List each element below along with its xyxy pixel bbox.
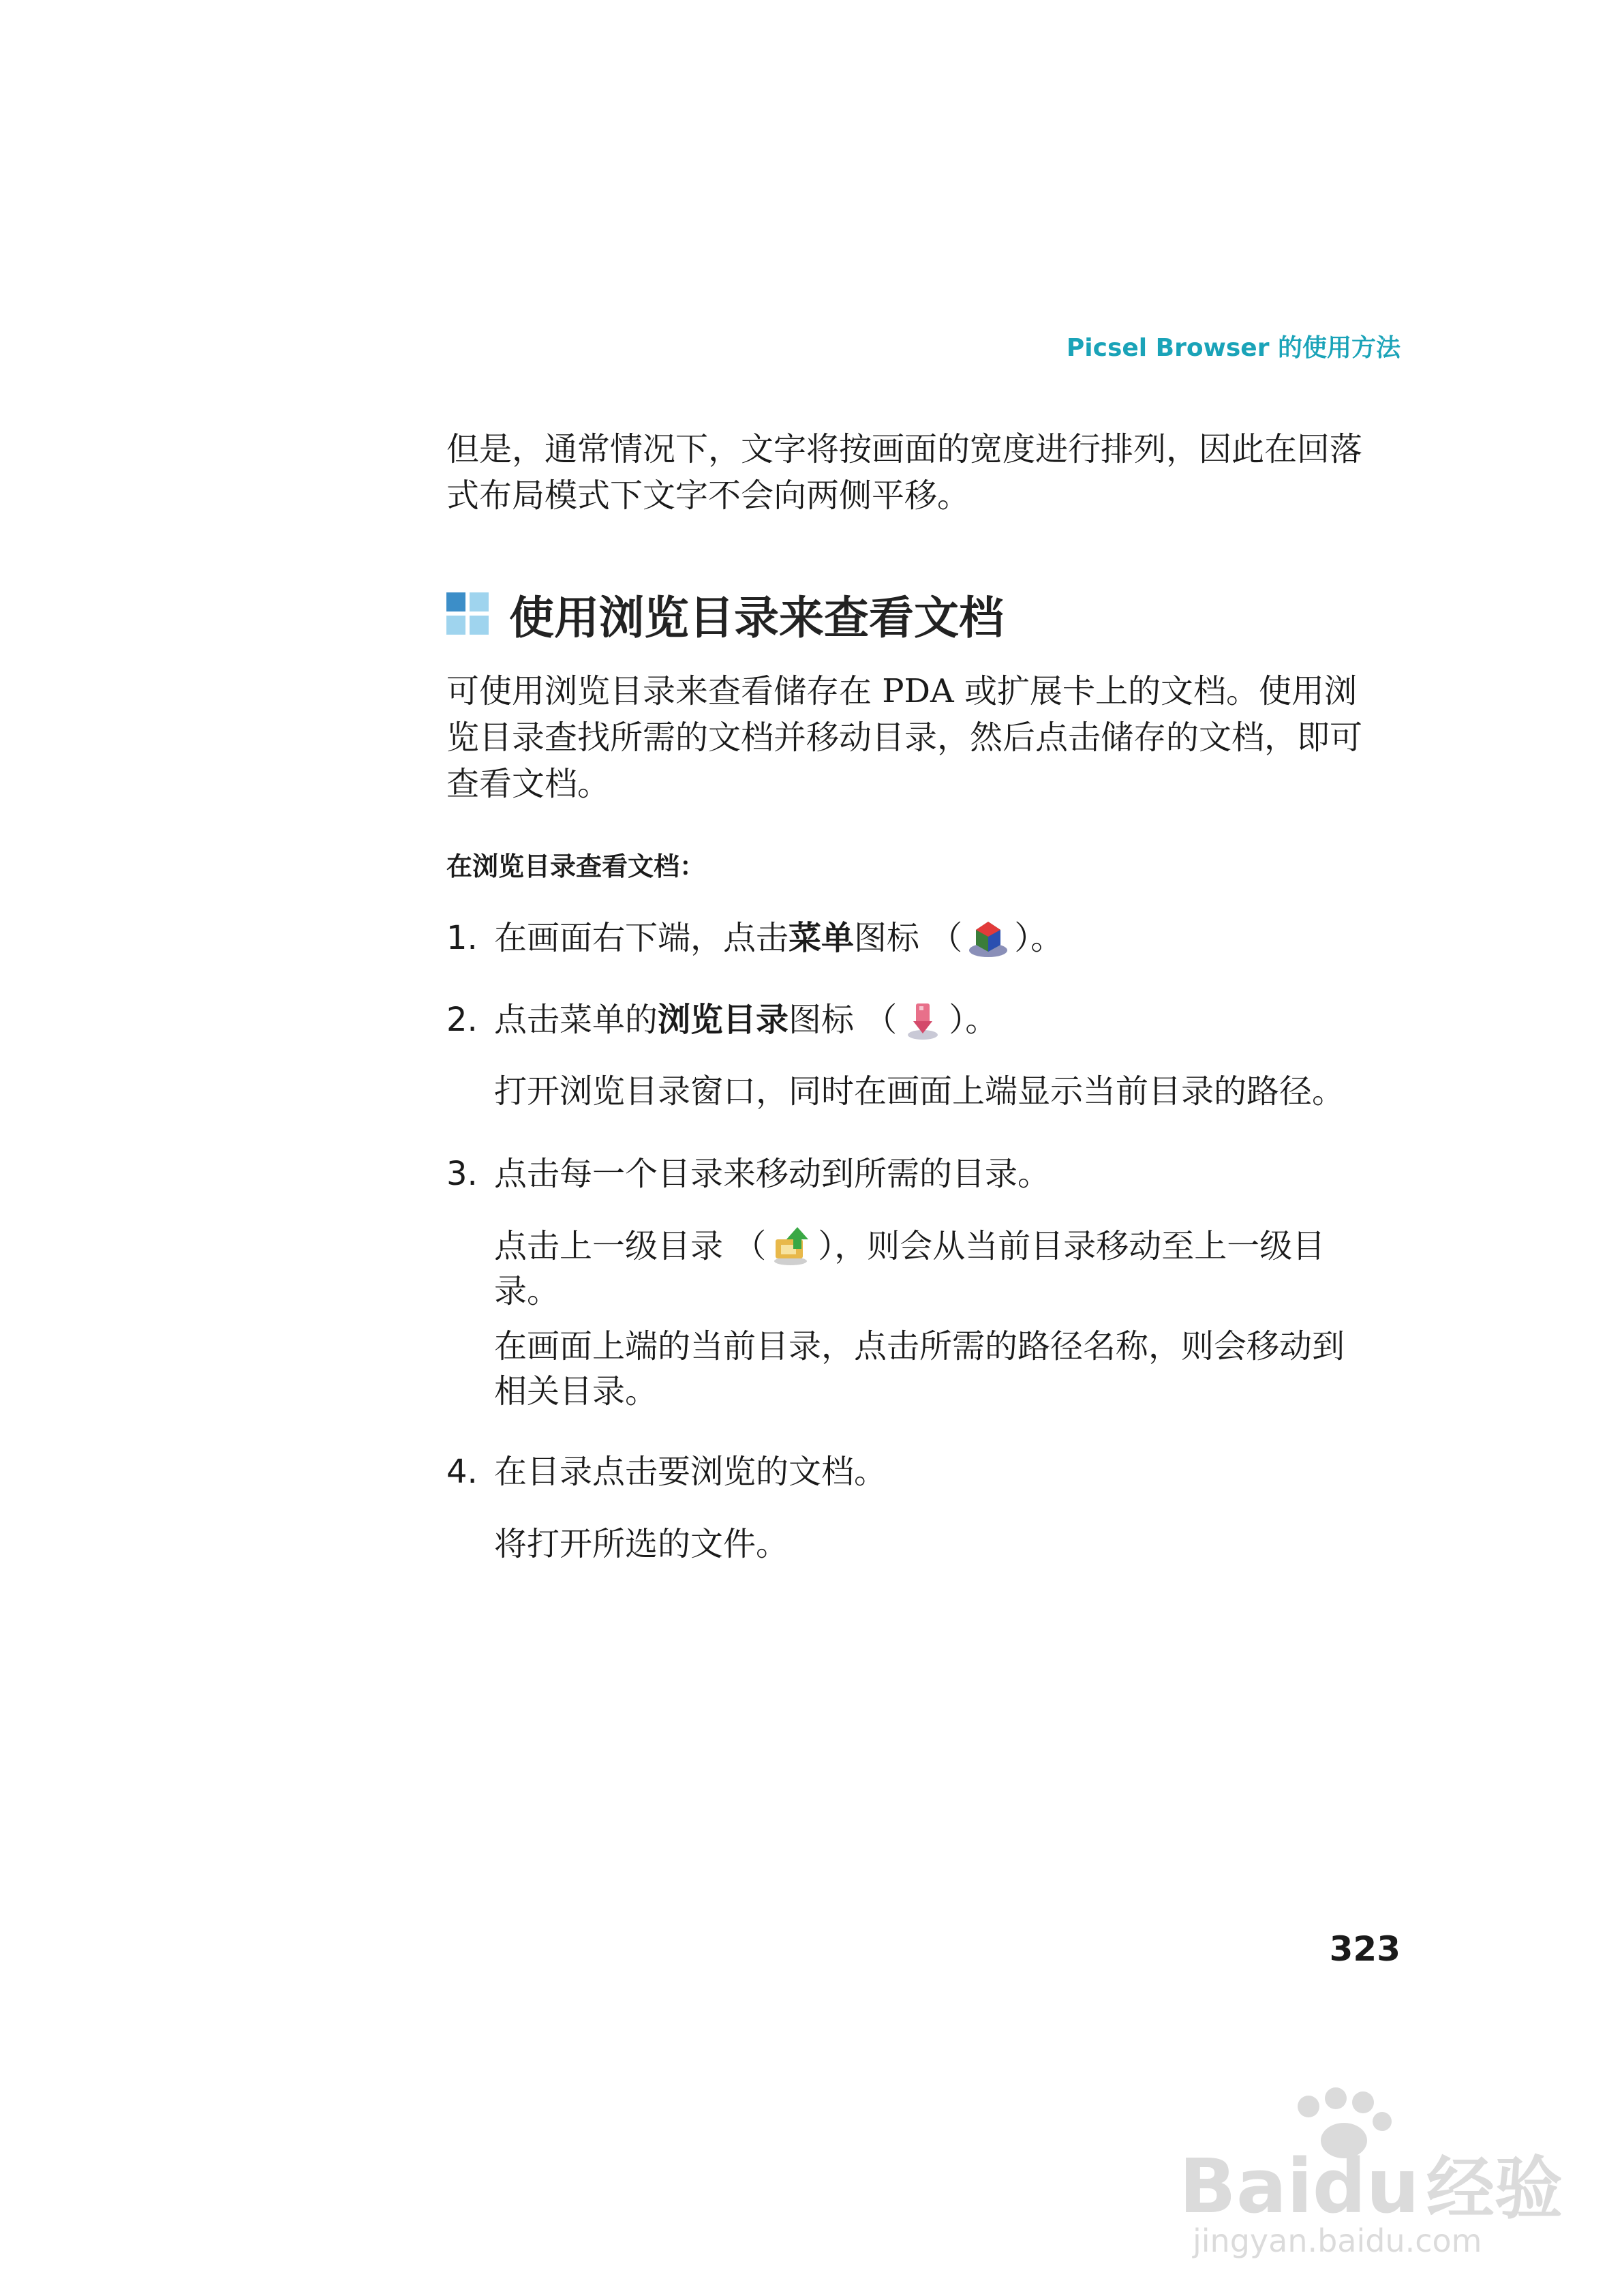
up-folder-icon — [770, 1224, 814, 1268]
step-3-note-1: 点击上一级目录 （ ），则会从当前目录移动至上一级目 录。 — [494, 1224, 1401, 1314]
step-4: 4. 在目录点击要浏览的文档。 — [446, 1453, 887, 1491]
step-3: 3. 点击每一个目录来移动到所需的目录。 — [446, 1155, 1051, 1193]
watermark-url: jingyan.baidu.com — [1193, 2222, 1482, 2259]
section-heading — [446, 579, 1004, 648]
browse-directory-icon — [901, 998, 945, 1042]
step-2: 2. 点击菜单的 浏览目录 图标 （ ）。 — [446, 997, 998, 1043]
blue-squares-icon — [446, 592, 489, 635]
watermark-cn: 经验 — [1426, 2149, 1563, 2229]
procedure-subheading: 在浏览目录查看文档： — [446, 851, 706, 881]
section-title: 使用浏览目录来查看文档 — [509, 591, 1004, 644]
watermark-brand: Bai — [1179, 2143, 1313, 2230]
watermark-brand-2: du — [1312, 2143, 1420, 2230]
section-paragraph: 可使用浏览目录来查看储存在 PDA 或扩展卡上的文档。使用浏 览目录查找所需的文档并移动目录，然后点击储存的文档，即可 查看文档。 — [446, 672, 1363, 803]
baidu-watermark — [1165, 2086, 1563, 2259]
intro-paragraph: 但是，通常情况下，文字将按画面的宽度进行排列，因此在回落 式布局模式下文字不会向两侧平移。 — [446, 430, 1363, 515]
step-3-note-2: 在画面上端的当前目录，点击所需的路径名称，则会移动到 相关目录。 — [494, 1327, 1345, 1410]
step-4-note: 将打开所选的文件。 — [494, 1525, 789, 1563]
step-1: 1. 在画面右下端，点击 菜单 图标 （ ）。 — [446, 915, 1063, 961]
running-header: Picsel Browser 的使用方法 — [1066, 334, 1401, 362]
page-number: 323 — [1329, 1929, 1401, 1969]
step-2-note: 打开浏览目录窗口，同时在画面上端显示当前目录的路径。 — [494, 1072, 1345, 1111]
menu-cube-icon — [966, 916, 1010, 960]
